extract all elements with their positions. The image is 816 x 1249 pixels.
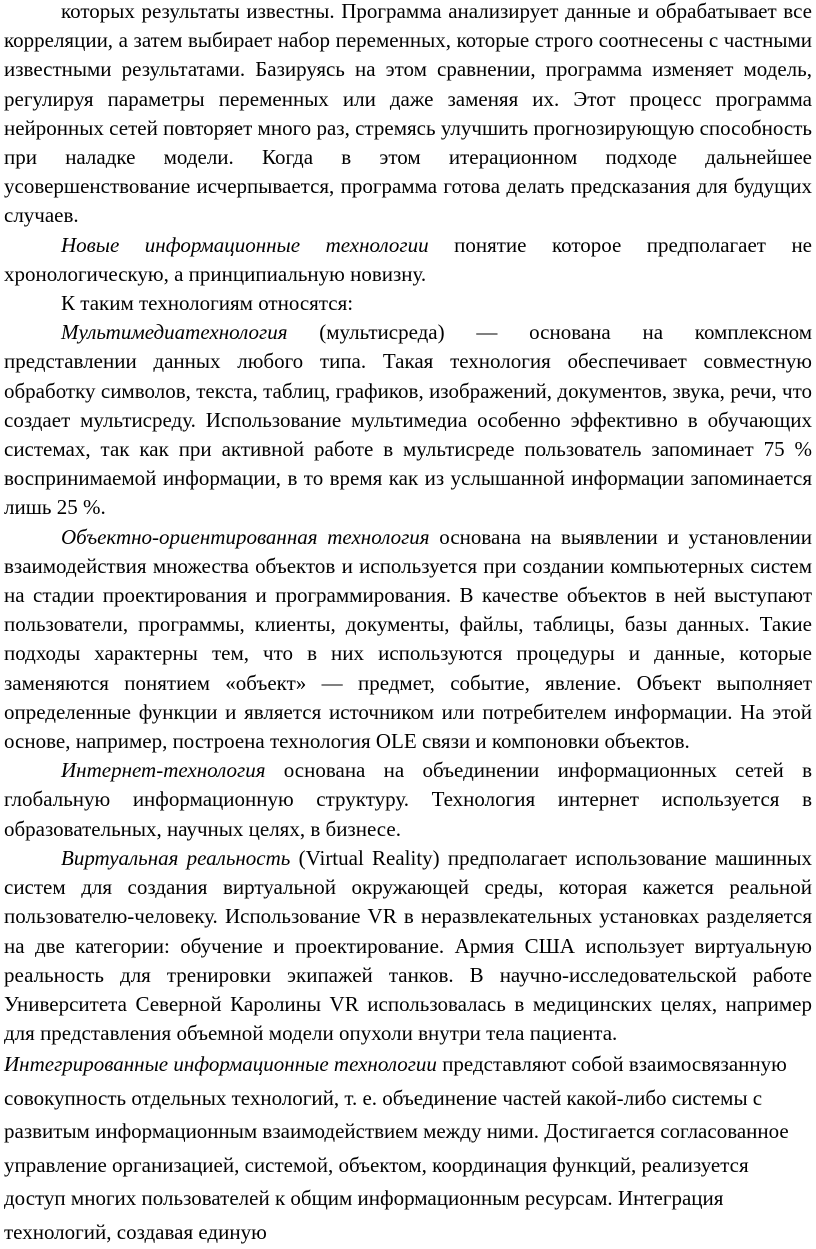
paragraph-integrated-it (4, 1048, 812, 1249)
paragraph-text: К таким технологиям относятся: (61, 291, 354, 316)
paragraph-vr (4, 844, 812, 1048)
paragraph-text: основана на объединении информационных сетей в глобальную информационную структуру. Технология интернет используется в образовательных, научных целях, в бизнесе. (4, 758, 812, 841)
term-integrated-it: Интегрированные информационные технологии (4, 1052, 437, 1077)
paragraph-text: представляют собой взаимосвязанную совокупность отдельных технологий, т. е. объединение частей какой-либо системы с развитым информационным взаимодействием между ними. Достигается согласованное управление организацией, системой, объектом, координация функций, реализуется доступ многих пользователей к общим информационным ресурсам. Интеграция технологий, создавая единую (4, 1052, 789, 1244)
paragraph-new-it (4, 231, 812, 289)
term-new-it: Новые информационные технологии (61, 232, 429, 257)
paragraph-oop (4, 523, 812, 757)
paragraph-text: которых результаты известны. Программа анализирует данные и обрабатывает все корреляции, а затем выбирает набор переменных, которые строго соотнесены с частными известными результатами. Базируясь на этом сравнении, программа изменяет модель, регулируя параметры переменных или даже заменяя их. Этот процесс программа нейронных сетей повторяет много раз, стремясь улучшить прогнозирующую способность при наладке модели. Когда в этом итерационном подходе дальнейшее усовершенствование исчерпывается, программа готова делать предсказания для будущих случаев. (4, 0, 812, 228)
paragraph-text: (Virtual Reality) предполагает использование машинных систем для создания виртуальной окружающей среды, которая кажется реальной пользователю-человеку. Использование VR в неразвлекательных установках разделяется на две категории: обучение и проектирование. Армия США использует виртуальную реальность для тренировки экипажей танков. В научно-исследовательской работе Университета Северной Каролины VR использовалась в медицинских целях, например для представления объемной модели опухоли внутри тела пациента. (4, 845, 812, 1046)
term-internet: Интернет-технология (61, 758, 266, 783)
term-vr: Виртуальная реальность (61, 845, 291, 870)
paragraph-text: (мультисреда) — основана на комплексном представлении данных любого типа. Такая технология обеспечивает совместную обработку символов, текста, таблиц, графиков, изображений, документов, звука, речи, что создает мультисреду. Использование мультимедиа особенно эффективно в обучающих системах, так как при активной работе в мультисреде пользователь запоминает 75 % воспринимаемой информации, в то время как из услышанной информации запоминается лишь 25 %. (4, 320, 812, 520)
paragraph-internet (4, 756, 812, 844)
term-oop: Объектно-ориентированная технология (61, 524, 430, 549)
paragraph-neural-networks (4, 0, 812, 231)
term-multimedia: Мультимедиатехнология (61, 320, 288, 345)
paragraph-text: основана на выявлении и установлении взаимодействия множества объектов и используется при создании компьютерных систем на стадии проектирования и программирования. В качестве объектов в ней выступают пользователи, программы, клиенты, документы, файлы, таблицы, базы данных. Такие подходы характерны тем, что в них используются процедуры и данные, которые заменяются понятием «объект» — предмет, событие, явление. Объект выполняет определенные функции и является источником или потребителем информации. На этой основе, например, построена технология OLE связи и компоновки объектов. (4, 524, 812, 754)
paragraph-list-intro (4, 289, 812, 318)
paragraph-text: понятие которое предполагает не хронологическую, а принципиальную новизну. (4, 232, 813, 286)
paragraph-multimedia (4, 318, 812, 522)
